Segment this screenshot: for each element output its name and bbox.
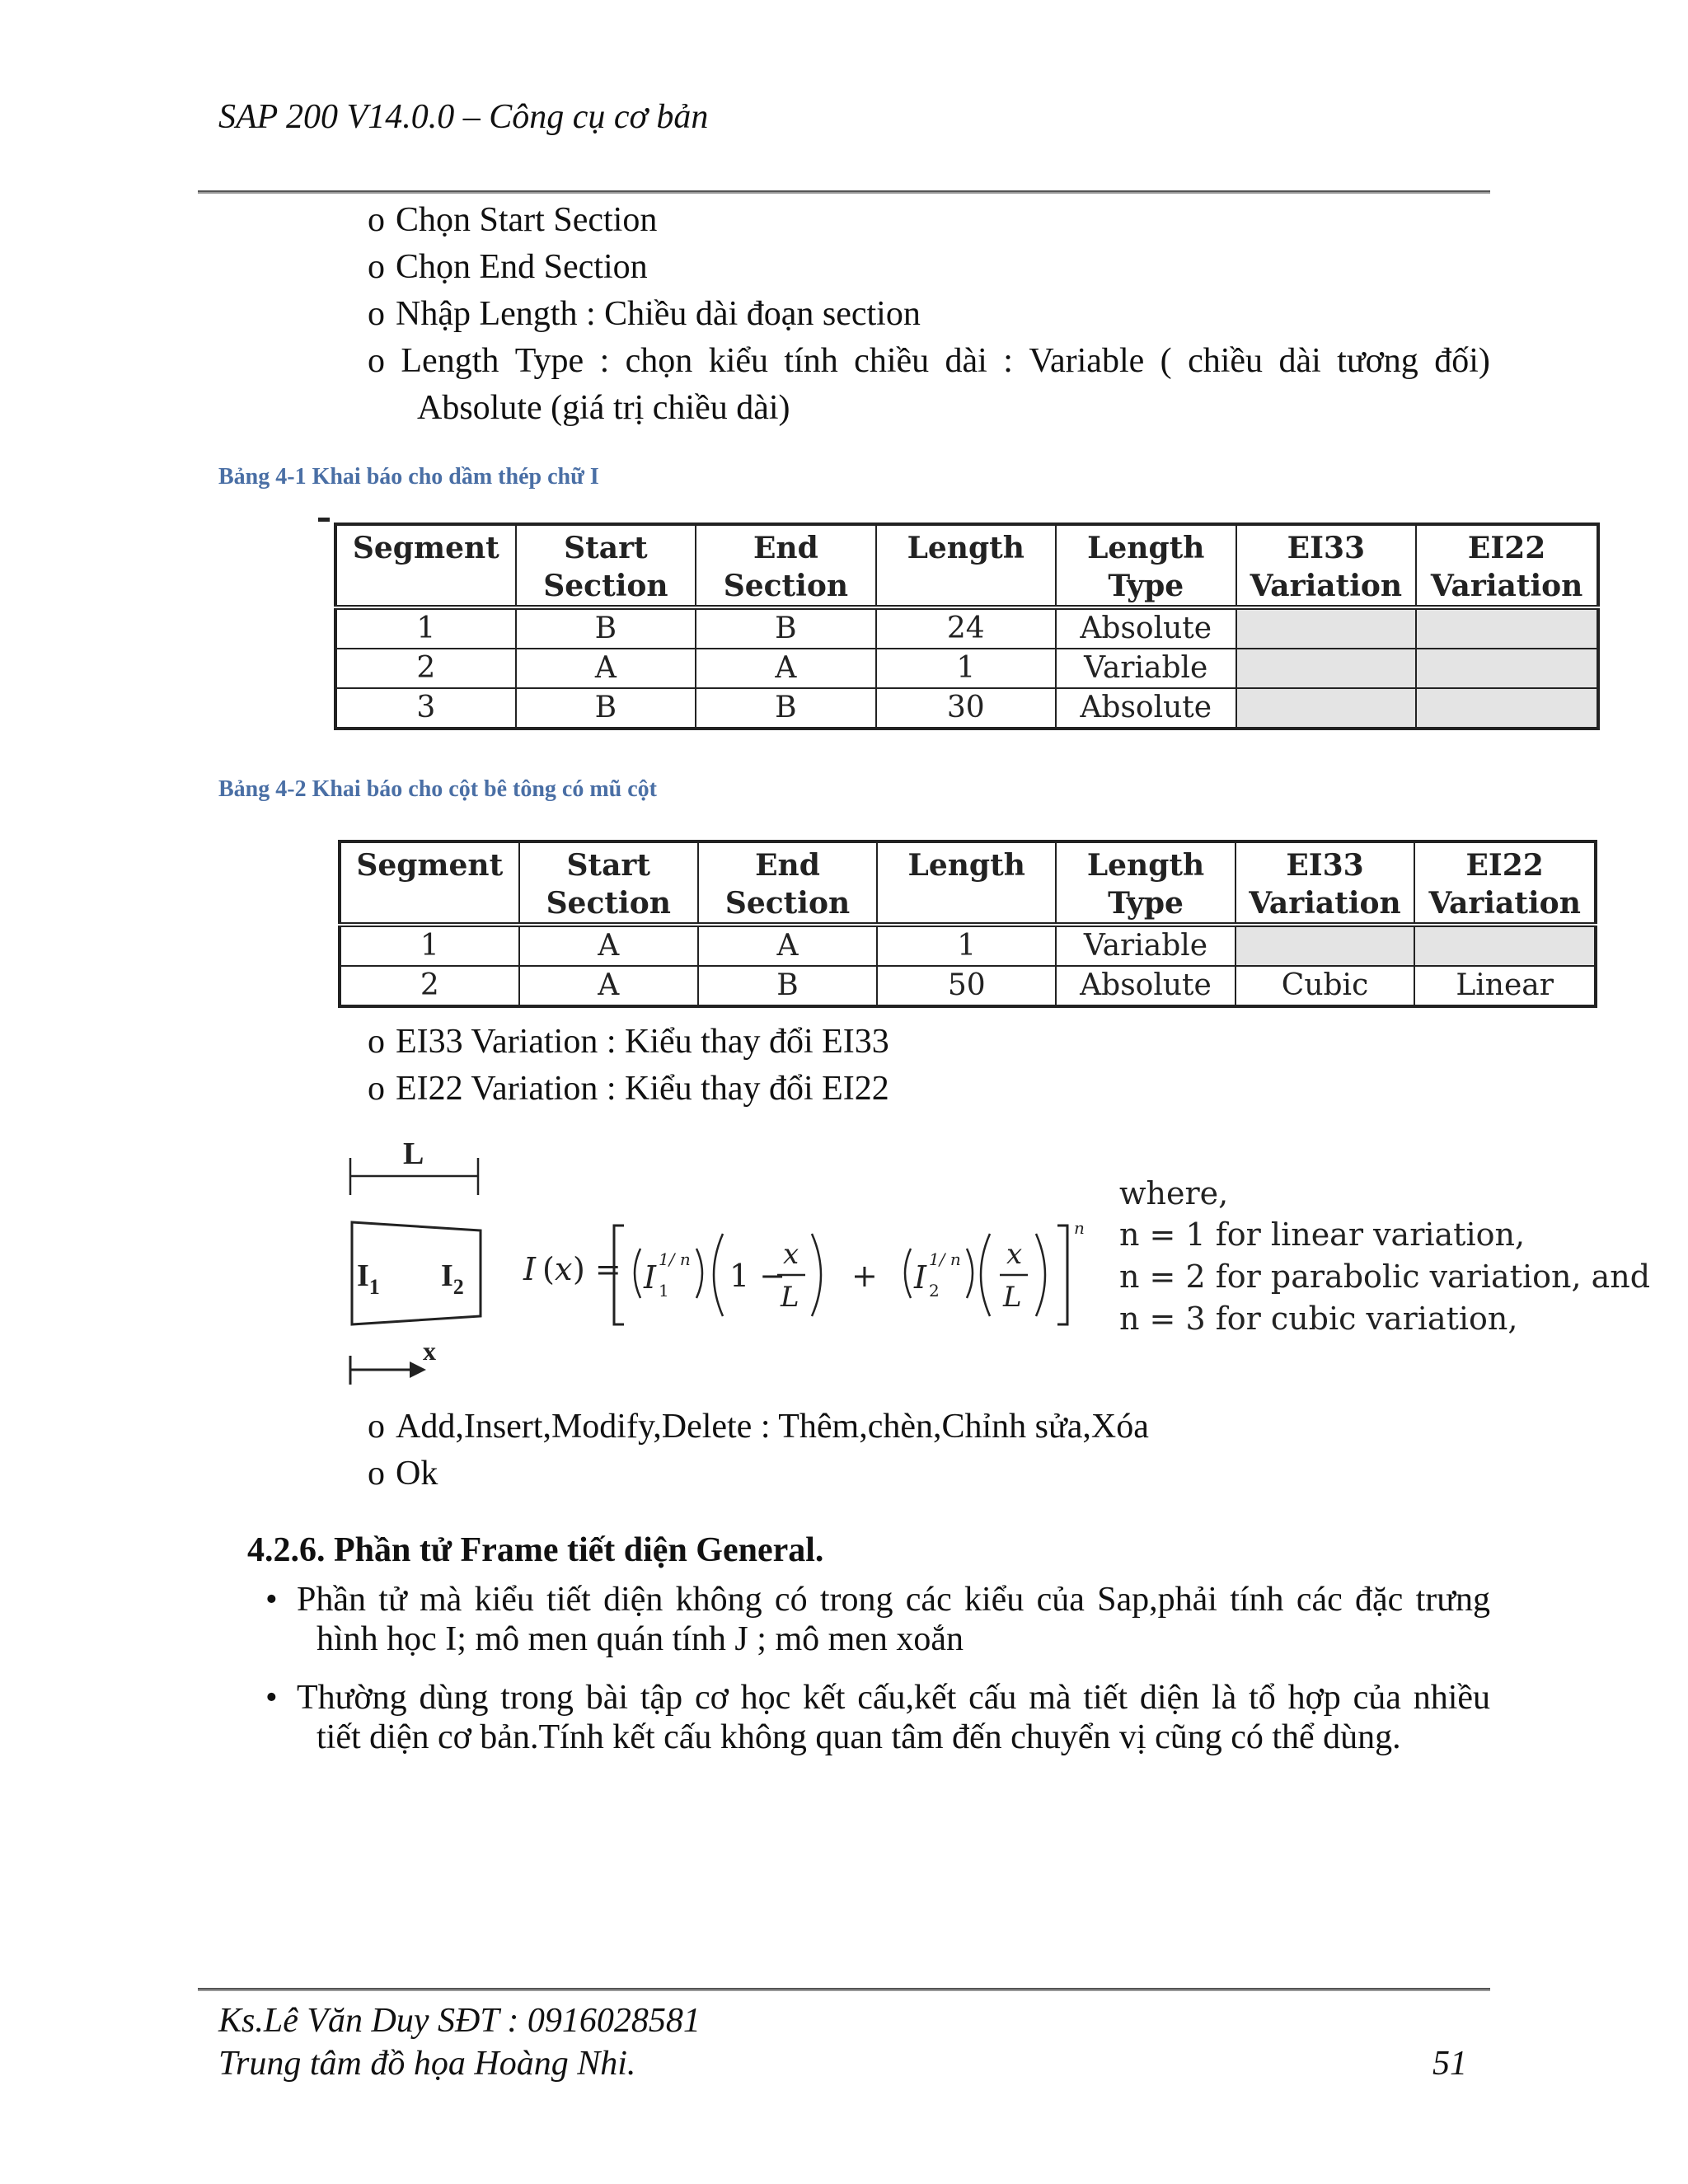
section-item-line: hình học I; mô men quán tính J ; mô men xoắn xyxy=(316,1620,964,1658)
column-header-label: Variation xyxy=(1249,886,1401,921)
bullet-marker: o xyxy=(368,342,385,380)
bullet-text: Nhập Length : Chiều dài đoạn section xyxy=(396,295,921,333)
table1-marker xyxy=(318,518,330,522)
column-header-label: Section xyxy=(543,569,668,603)
table-cell: 50 xyxy=(877,966,1056,1006)
table-cell: A xyxy=(519,925,698,966)
section-item-text: Phần tử mà kiểu tiết diện không có trong các kiểu của Sap,phải tính các đặc trưng xyxy=(297,1581,1490,1619)
svg-text:x: x xyxy=(783,1238,799,1271)
column-header-label: EI22 xyxy=(1465,848,1544,883)
column-header-label: Start xyxy=(566,848,650,883)
label-I2: $I_2$ xyxy=(441,1258,464,1299)
word: chọn xyxy=(625,342,693,380)
table-cell: Absolute xyxy=(1056,688,1236,729)
table-cell: 2 xyxy=(340,966,519,1006)
word: Type xyxy=(514,342,584,380)
table-cell: A xyxy=(696,649,875,688)
table-cell: B xyxy=(516,688,696,729)
column-header-label: Variation xyxy=(1430,569,1583,603)
column-header xyxy=(876,524,1056,607)
svg-text:) =: ) = xyxy=(573,1251,621,1287)
where-line: n = 2 for parabolic variation, and xyxy=(1119,1258,1651,1295)
word: kiểu xyxy=(708,342,769,380)
page-number: 51 xyxy=(1432,2045,1467,2083)
where-line: where, xyxy=(1119,1175,1229,1212)
bullet-ok xyxy=(368,1454,438,1493)
svg-text:1/ n: 1/ n xyxy=(929,1249,961,1269)
bullet-dot: • xyxy=(265,1679,278,1717)
svg-text:x: x xyxy=(555,1251,573,1287)
column-header-label: Length xyxy=(1086,848,1205,883)
table1 xyxy=(334,523,1600,730)
bullet-text: EI33 Variation : Kiểu thay đổi EI33 xyxy=(396,1023,889,1061)
where-line: n = 1 for linear variation, xyxy=(1119,1216,1526,1253)
tapered-member-shape xyxy=(352,1222,481,1324)
svg-text:I: I xyxy=(523,1251,537,1287)
word: dài xyxy=(945,342,987,380)
word: ( xyxy=(1160,342,1172,380)
footer-rule xyxy=(198,1988,1490,1991)
table-cell: 24 xyxy=(876,607,1056,649)
bullet-marker: o xyxy=(368,1070,385,1108)
table-row xyxy=(335,607,1598,649)
svg-text:x: x xyxy=(1006,1238,1023,1271)
bullet-start-section xyxy=(368,200,657,240)
section-item-line: tiết diện cơ bản.Tính kết cấu không quan tâm đến chuyển vị cũng có thể dùng. xyxy=(316,1718,1401,1756)
formula-expression xyxy=(523,1218,1085,1324)
bullet-marker: o xyxy=(368,248,385,286)
footer-center: Trung tâm đồ họa Hoàng Nhi. xyxy=(218,2045,636,2083)
svg-text:L: L xyxy=(781,1281,799,1314)
column-header-label: End xyxy=(753,531,818,565)
bullet-text: Ok xyxy=(396,1455,438,1493)
column-header-label: Length xyxy=(907,848,1025,883)
table-row xyxy=(335,649,1598,688)
svg-text:1/ n: 1/ n xyxy=(659,1249,691,1269)
table-cell xyxy=(1416,649,1598,688)
column-header-label: Type xyxy=(1108,886,1184,921)
bullet-text: Chọn End Section xyxy=(396,248,648,286)
column-header-label: Start xyxy=(564,531,648,565)
column-header xyxy=(877,841,1056,925)
table-cell xyxy=(1416,607,1598,649)
bullet-text: EI22 Variation : Kiểu thay đổi EI22 xyxy=(396,1070,889,1108)
table-cell: Cubic xyxy=(1236,966,1415,1006)
table-cell: B xyxy=(696,688,875,729)
column-header-label: End xyxy=(755,848,820,883)
column-header xyxy=(335,524,516,607)
svg-text:I: I xyxy=(644,1259,657,1296)
table-cell: Linear xyxy=(1414,966,1596,1006)
table-cell xyxy=(1414,925,1596,966)
table-row xyxy=(335,688,1598,729)
table-row xyxy=(340,925,1596,966)
word: chiều xyxy=(854,342,930,380)
svg-text:1 −: 1 − xyxy=(729,1258,786,1294)
column-header xyxy=(1236,841,1415,925)
section-item-line xyxy=(265,1678,1490,1718)
word: tính xyxy=(784,342,838,380)
table-cell: 30 xyxy=(876,688,1056,729)
column-header-label: Segment xyxy=(356,848,504,883)
word: Length xyxy=(401,342,499,380)
label-x: x xyxy=(423,1336,436,1366)
table-row xyxy=(340,966,1596,1006)
bullet-marker: o xyxy=(368,1455,385,1493)
table-cell: B xyxy=(516,607,696,649)
bullet-marker: o xyxy=(368,1023,385,1061)
column-header-label: Variation xyxy=(1250,569,1403,603)
column-header-label: EI33 xyxy=(1286,848,1364,883)
table-cell xyxy=(1236,649,1417,688)
bullet-marker: o xyxy=(368,1408,385,1446)
table1-header-row xyxy=(335,524,1598,607)
svg-text:L: L xyxy=(1003,1281,1022,1314)
x-axis-arrow xyxy=(350,1356,426,1385)
table-cell: 1 xyxy=(876,649,1056,688)
bullet-length xyxy=(368,294,921,334)
table-cell: A xyxy=(516,649,696,688)
column-header xyxy=(1414,841,1596,925)
bullet-ei22 xyxy=(368,1069,889,1108)
word: : xyxy=(1003,342,1013,380)
label-I1: $I_1$ xyxy=(357,1258,380,1299)
section-item-line xyxy=(265,1580,1490,1619)
page-header-title: SAP 200 V14.0.0 – Công cụ cơ bản xyxy=(218,98,709,136)
table-cell: Absolute xyxy=(1056,607,1236,649)
word: chiều xyxy=(1188,342,1264,380)
table-cell: B xyxy=(696,607,875,649)
column-header-label: Section xyxy=(546,886,671,921)
table-cell xyxy=(1236,925,1415,966)
column-header-label: EI33 xyxy=(1287,531,1366,565)
section-item xyxy=(265,1678,1490,1757)
column-header xyxy=(516,524,696,607)
section-item xyxy=(265,1580,1490,1659)
column-header-label: Length xyxy=(1087,531,1205,565)
svg-text:n: n xyxy=(1074,1218,1085,1238)
word: : xyxy=(599,342,610,380)
svg-text:1: 1 xyxy=(659,1281,669,1301)
table-cell xyxy=(1236,607,1417,649)
word: tương xyxy=(1337,342,1418,380)
table2-header-row xyxy=(340,841,1596,925)
column-header-label: EI22 xyxy=(1467,531,1546,565)
table-cell xyxy=(1416,688,1598,729)
length-type-continuation: Absolute (giá trị chiều dài) xyxy=(417,389,790,427)
column-header xyxy=(340,841,519,925)
table-cell: A xyxy=(519,966,698,1006)
bullet-marker: o xyxy=(368,295,385,333)
table-cell: A xyxy=(698,925,877,966)
svg-text:(: ( xyxy=(542,1251,555,1287)
svg-text:2: 2 xyxy=(929,1281,940,1301)
svg-text:I: I xyxy=(914,1259,927,1296)
table-cell: 1 xyxy=(340,925,519,966)
bullet-dot: • xyxy=(265,1581,278,1619)
header-rule xyxy=(198,190,1490,194)
column-header xyxy=(696,524,875,607)
column-header-label: Length xyxy=(907,531,1025,565)
table2 xyxy=(338,840,1597,1008)
table1-caption: Bảng 4-1 Khai báo cho dầm thép chữ I xyxy=(218,464,599,490)
bullet-text: Add,Insert,Modify,Delete : Thêm,chèn,Chỉnh sửa,Xóa xyxy=(396,1408,1149,1446)
bullet-text: Chọn Start Section xyxy=(396,201,658,239)
table-cell: B xyxy=(698,966,877,1006)
column-header-label: Segment xyxy=(352,531,499,565)
table-cell: 1 xyxy=(877,925,1056,966)
column-header xyxy=(1416,524,1598,607)
column-header xyxy=(698,841,877,925)
word: đối) xyxy=(1434,342,1490,380)
table-cell: Absolute xyxy=(1056,966,1235,1006)
label-L: L xyxy=(403,1137,424,1171)
table-cell: Variable xyxy=(1056,925,1235,966)
svg-text:+: + xyxy=(851,1258,878,1294)
bullet-ei33 xyxy=(368,1022,889,1062)
table-cell: Variable xyxy=(1056,649,1236,688)
word: Variable xyxy=(1029,342,1145,380)
column-header xyxy=(519,841,698,925)
section-heading: 4.2.6. Phần tử Frame tiết diện General. xyxy=(247,1531,824,1569)
footer-author: Ks.Lê Văn Duy SĐT : 0916028581 xyxy=(218,2002,701,2040)
column-header xyxy=(1056,841,1235,925)
section-item-text: Thường dùng trong bài tập cơ học kết cấu,kết cấu mà tiết diện là tổ hợp của nhiều xyxy=(297,1679,1490,1717)
table-cell: 1 xyxy=(335,607,516,649)
bullet-add-insert xyxy=(368,1407,1149,1446)
where-line: n = 3 for cubic variation, xyxy=(1119,1301,1518,1337)
bullet-end-section xyxy=(368,247,648,287)
word: dài xyxy=(1278,342,1321,380)
column-header-label: Section xyxy=(723,569,849,603)
table-cell: 2 xyxy=(335,649,516,688)
column-header-label: Variation xyxy=(1428,886,1581,921)
table-cell: 3 xyxy=(335,688,516,729)
column-header xyxy=(1056,524,1236,607)
column-header xyxy=(1236,524,1417,607)
table-cell xyxy=(1236,688,1417,729)
column-header-label: Type xyxy=(1108,569,1184,603)
bullet-marker: o xyxy=(368,201,385,239)
table2-caption: Bảng 4-2 Khai báo cho cột bê tông có mũ cột xyxy=(218,776,657,802)
column-header-label: Section xyxy=(724,886,851,921)
bullet-length-type xyxy=(368,341,1490,381)
